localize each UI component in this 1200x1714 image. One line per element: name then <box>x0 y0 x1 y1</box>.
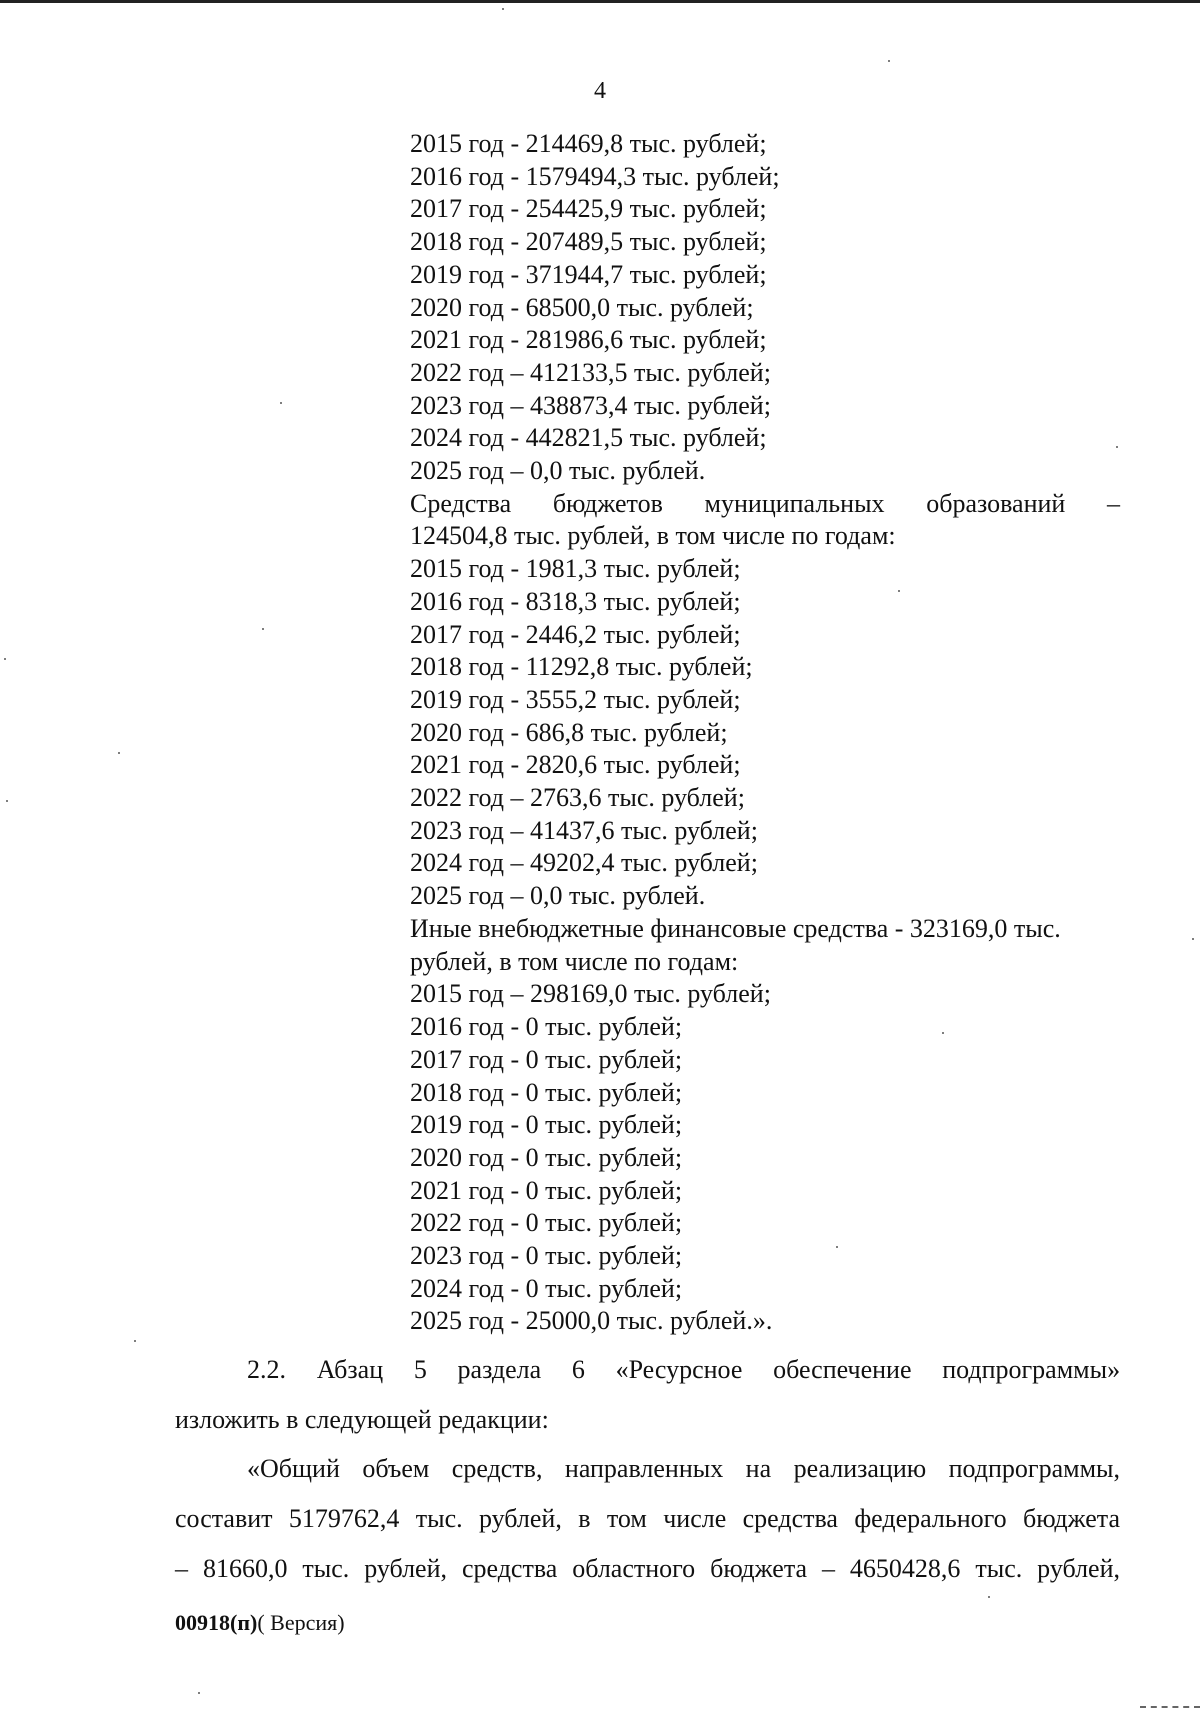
extrabudgetary-year-line: 2016 год - 0 тыс. рублей; <box>410 1012 683 1042</box>
regional-year-line: 2025 год – 0,0 тыс. рублей. <box>410 456 706 486</box>
regional-year-line: 2023 год – 438873,4 тыс. рублей; <box>410 390 771 420</box>
clause-word: 6 <box>571 1355 585 1384</box>
regional-year-line: 2020 год - 68500,0 тыс. рублей; <box>410 292 754 322</box>
extrabudgetary-year-line: 2020 год - 0 тыс. рублей; <box>410 1142 683 1172</box>
clause-word: «Ресурсное <box>615 1355 743 1384</box>
quote-word: средств, <box>451 1454 543 1483</box>
regional-year-line: 2018 год - 207489,5 тыс. рублей; <box>410 227 767 257</box>
clause-word: 5 <box>413 1355 427 1384</box>
scan-speck <box>4 658 6 660</box>
municipal-year-line: 2016 год - 8318,3 тыс. рублей; <box>410 586 741 616</box>
municipal-heading-word: Средства <box>410 488 512 518</box>
extrabudgetary-year-line: 2024 год - 0 тыс. рублей; <box>410 1273 683 1303</box>
extrabudgetary-year-line: 2025 год - 25000,0 тыс. рублей.». <box>410 1306 773 1336</box>
page-number: 4 <box>594 78 606 104</box>
scan-speck <box>1192 938 1194 940</box>
clause-word: 2.2. <box>247 1355 286 1384</box>
municipal-heading-line1 <box>410 488 1120 521</box>
extrabudgetary-years <box>410 978 1120 1338</box>
scan-speck <box>888 60 890 62</box>
clause-2-2-line1 <box>175 1345 1120 1395</box>
top-border-line <box>0 0 1200 3</box>
scan-speck <box>198 1692 200 1694</box>
quote-word: реализацию <box>793 1454 927 1483</box>
municipal-year-line: 2023 год – 41437,6 тыс. рублей; <box>410 815 758 845</box>
bottom-dashed-mark <box>1140 1706 1200 1708</box>
municipal-year-line: 2021 год - 2820,6 тыс. рублей; <box>410 750 741 780</box>
municipal-year-line: 2019 год - 3555,2 тыс. рублей; <box>410 684 741 714</box>
quote-word: на <box>745 1454 772 1483</box>
extrabudgetary-year-line: 2022 год - 0 тыс. рублей; <box>410 1208 683 1238</box>
quote-word: объем <box>362 1454 430 1483</box>
municipal-year-line: 2018 год - 11292,8 тыс. рублей; <box>410 652 753 682</box>
municipal-year-line: 2025 год – 0,0 тыс. рублей. <box>410 881 706 911</box>
municipal-heading-line2: 124504,8 тыс. рублей, в том числе по годам: <box>410 521 896 551</box>
regional-budget-years <box>410 128 1120 488</box>
quote-line1 <box>175 1444 1120 1494</box>
municipal-year-line: 2024 год – 49202,4 тыс. рублей; <box>410 848 758 878</box>
scan-speck <box>502 8 504 10</box>
extrabudgetary-year-line: 2015 год – 298169,0 тыс. рублей; <box>410 979 771 1009</box>
regional-year-line: 2024 год - 442821,5 тыс. рублей; <box>410 423 767 453</box>
scan-speck <box>942 1032 944 1034</box>
scan-speck <box>898 590 900 592</box>
municipal-year-line: 2022 год – 2763,6 тыс. рублей; <box>410 783 745 813</box>
clause-word: раздела <box>457 1355 542 1384</box>
scan-speck <box>134 1340 136 1342</box>
scan-speck <box>988 1596 990 1598</box>
regional-year-line: 2022 год – 412133,5 тыс. рублей; <box>410 357 771 387</box>
quote-paragraph <box>175 1444 1120 1594</box>
municipal-heading-word: – <box>1107 488 1120 518</box>
document-version: ( Версия) <box>257 1610 345 1635</box>
regional-year-line: 2016 год - 1579494,3 тыс. рублей; <box>410 161 780 191</box>
quote-word: направленных <box>564 1454 724 1483</box>
municipal-heading-word: муниципальных <box>704 488 885 518</box>
quote-word: подпрограммы, <box>948 1454 1121 1483</box>
municipal-budget-section <box>410 488 1120 913</box>
extrabudgetary-year-line: 2018 год - 0 тыс. рублей; <box>410 1077 683 1107</box>
municipal-budget-years <box>410 553 1120 913</box>
extrabudgetary-year-line: 2019 год - 0 тыс. рублей; <box>410 1110 683 1140</box>
scan-speck <box>280 402 282 404</box>
municipal-year-line: 2017 год - 2446,2 тыс. рублей; <box>410 619 741 649</box>
regional-year-line: 2019 год - 371944,7 тыс. рублей; <box>410 259 767 289</box>
scan-speck <box>118 752 120 754</box>
quote-word: «Общий <box>247 1454 340 1483</box>
clause-word: обеспечение <box>773 1355 912 1384</box>
document-footer <box>175 1610 345 1636</box>
extrabudgetary-year-line: 2017 год - 0 тыс. рублей; <box>410 1044 683 1074</box>
scan-speck <box>6 800 8 802</box>
extrabudgetary-year-line: 2021 год - 0 тыс. рублей; <box>410 1175 683 1205</box>
scan-speck <box>1116 446 1118 448</box>
regional-year-line: 2021 год - 281986,6 тыс. рублей; <box>410 325 767 355</box>
municipal-heading-word: образований <box>926 488 1066 518</box>
municipal-year-line: 2020 год - 686,8 тыс. рублей; <box>410 717 728 747</box>
clause-word: подпрограммы» <box>942 1355 1121 1384</box>
quote-line3: – 81660,0 тыс. рублей, средства областного бюджета – 4650428,6 тыс. рублей, <box>175 1554 1120 1583</box>
clause-word: Абзац <box>316 1355 384 1384</box>
clause-2-2-line2: изложить в следующей редакции: <box>175 1405 549 1434</box>
scan-speck <box>836 1246 838 1248</box>
extrabudgetary-section <box>410 913 1120 1338</box>
municipal-year-line: 2015 год - 1981,3 тыс. рублей; <box>410 554 741 584</box>
extrabudgetary-year-line: 2023 год - 0 тыс. рублей; <box>410 1241 683 1271</box>
clause-2-2 <box>175 1345 1120 1445</box>
extrabudgetary-heading-line1: Иные внебюджетные финансовые средства - 323169,0 тыс. <box>410 914 1061 943</box>
extrabudgetary-heading-line2: рублей, в том числе по годам: <box>410 946 739 976</box>
quote-line2: составит 5179762,4 тыс. рублей, в том числе средства федерального бюджета <box>175 1504 1120 1533</box>
document-code: 00918(п) <box>175 1610 258 1635</box>
regional-year-line: 2015 год - 214469,8 тыс. рублей; <box>410 129 767 158</box>
regional-year-line: 2017 год - 254425,9 тыс. рублей; <box>410 194 767 224</box>
scan-speck <box>262 628 264 630</box>
municipal-heading-word: бюджетов <box>552 488 663 518</box>
